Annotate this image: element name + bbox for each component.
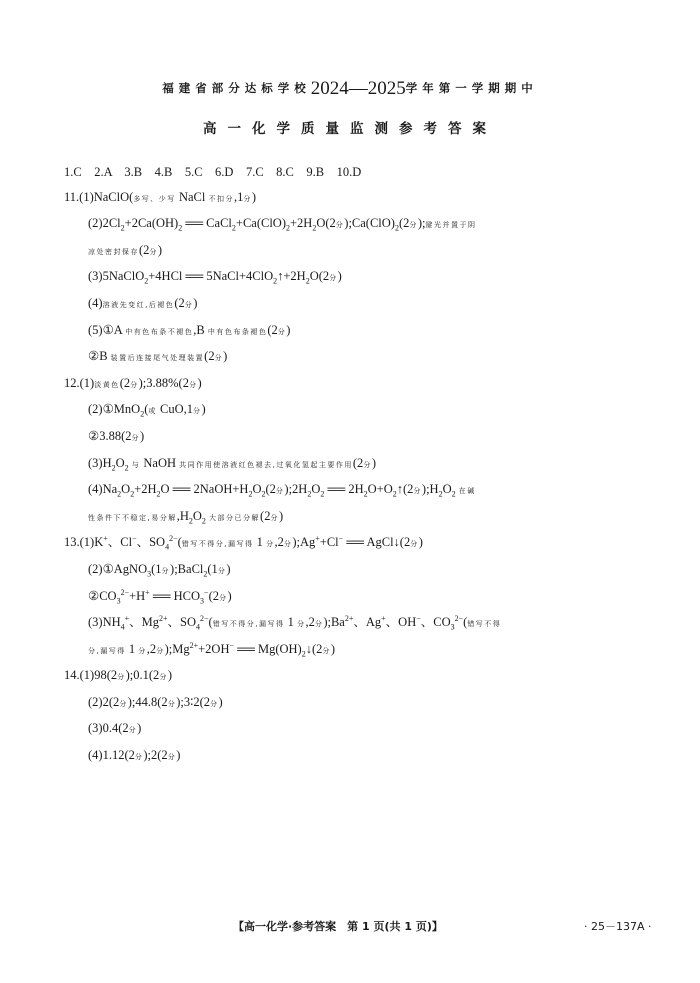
footer-doc-code: · 25－137A · <box>584 920 652 933</box>
semester-label: 学年第一学期期中 <box>405 81 538 95</box>
answer-line: $(2)2Cl_2+2Ca(OH)_2$ ══ $CaCl_2+Ca(ClO)_2+2H_2O(2$分)$;Ca(ClO)_2(2$分);避光并置于阴 <box>88 216 477 233</box>
answer-line: 凉处密封保存(2分) <box>88 242 163 257</box>
school-group-name: 福建省部分达标学校 <box>162 81 311 95</box>
page-title: 高一化学质量监测参考答案 <box>203 121 497 137</box>
answer-line: 性条件下不稳定,易分解$,H_2O_2$ 大部分已分解(2分) <box>88 508 284 526</box>
footer-page-info: 【高一化学·参考答案 第 1 页(共 1 页)】 <box>233 920 443 933</box>
answer-line: ②B 装置后连接尾气处理装置(2分) <box>88 349 228 364</box>
answer-line: (2)①AgNO$_3$(1分);BaCl$_2$(1分) <box>88 561 231 579</box>
answer-line: 13.(1)K+、Cl−、$SO_4^{2-}$(错写不得分,漏写得 1 分,2分);Ag++Cl− ══ AgCl↓(2分) <box>64 534 423 552</box>
answer-line: (2)①MnO$_2$(或 CuO,1分) <box>88 402 206 419</box>
answer-line: (3)5NaClO$_2$+4HCl ══ $5NaCl+4ClO_2↑+2H_2O(2$分) <box>88 269 342 286</box>
answer-line: 11.(1)NaClO(多写、少写 NaCl 不扣分,1分) <box>64 189 256 204</box>
answer-line: ②3.88(2分) <box>88 428 145 443</box>
answer-line: $(3)H_2O_2$ 与 NaOH 共同作用使溶液红色褪去,过氧化氢起主要作用(2分) <box>88 455 376 473</box>
answer-line: (4)1.12(2分);2(2分) <box>88 748 181 763</box>
answer-line: $(3)NH_4^+$、$Mg^{2+}$、$SO_4^{2-}$(错写不得分,漏写得 1 分,2分)$;Ba^{2+}$、Ag+、OH−、$CO_3^{2-}$(错写不得 <box>88 613 502 632</box>
school-year: 2024—2025 <box>310 78 406 99</box>
answer-line: $②CO_3^{2-}+H^+$ ══ $HCO_3^-(2$分) <box>88 587 232 605</box>
answer-line: 分,漏写得 1 分,2分)$;Mg^{2+}+2OH^-$ ══ $Mg(OH)_2↓(2$分) <box>88 640 336 659</box>
answer-line: $(4)Na_2O_2+2H_2O$ ══ $2NaOH+H_2O_2(2$分)$;2H_2O_2$ ══ $2H_2O+O_2↑(2$分)$;H_2O_2$ 在碱 <box>88 482 476 499</box>
multiple-choice-answers: 1.C 2.A 3.B 4.B 5.C 6.D 7.C 8.C 9.B 10.D <box>64 165 362 179</box>
answer-line: (4)溶液先变红,后褪色(2分) <box>88 295 198 310</box>
answer-line: (3)0.4(2分) <box>88 721 142 736</box>
answer-body <box>64 160 664 770</box>
exam-title-line <box>0 78 700 100</box>
answer-line: (2)2(2分);44.8(2分);3∶2(2分) <box>88 694 223 709</box>
answer-line: 14.(1)98(2分);0.1(2分) <box>64 668 172 683</box>
answer-line: (5)①A 中有色布条不褪色,B 中有色布条褪色(2分) <box>88 322 291 337</box>
answer-line: 12.(1)淡黄色(2分);3.88%(2分) <box>64 375 202 390</box>
